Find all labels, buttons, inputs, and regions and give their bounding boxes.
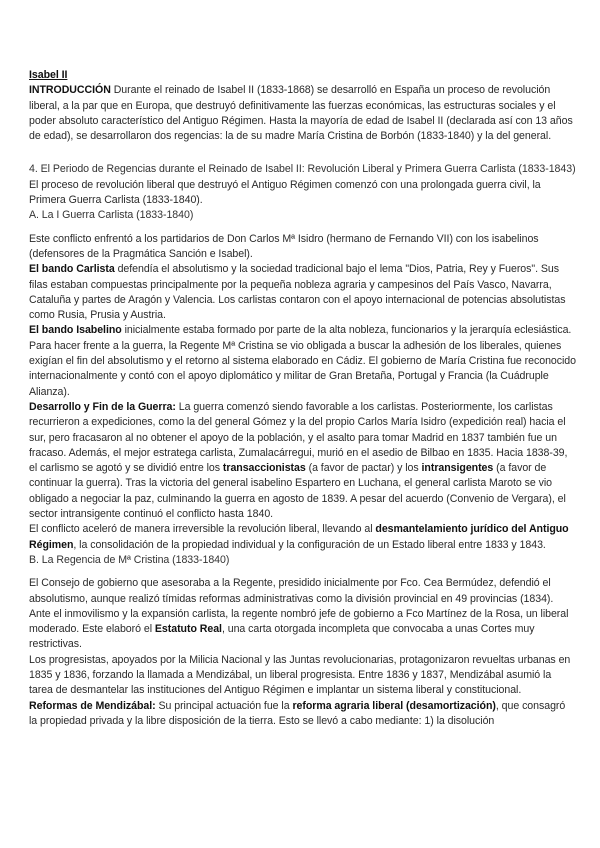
desarrollo-paragraph <box>29 400 576 522</box>
subsection-a-heading: A. La I Guerra Carlista (1833-1840) <box>29 209 194 222</box>
consejo-text-1: El Consejo de gobierno que asesoraba a la Regente, presidido inicialmente por Fco. Cea Bermúdez, defendió el absolutismo, aunque realizó tímidas reformas administrativas como la división provincial en 49 provincias (1834). Ante el inmovilismo y la expansión carlista, la regente nombró jefe de gobierno a Fco Martínez de la Rosa, un liberal moderado. Este elaboró el <box>29 577 569 636</box>
reformas-paragraph <box>29 699 576 730</box>
intransigentes-term: intransigentes <box>421 462 494 475</box>
desarrollo-text-2: (a favor de pactar) y los <box>305 462 422 475</box>
reformas-text-1: Su principal actuación fue la <box>155 699 293 712</box>
isabelino-text: inicialmente estaba formado por parte de la alta nobleza, funcionarios y la jerarquía eclesiástica. Para hacer frente a la guerra, la Regente Mª Cristina se vio obligada a buscar la adhesión de los liberales, quienes exigían el fin del absolutismo y el retorno al sistema elaborado en Cádiz. El gobierno de María Cristina fue reconocido internacionalmente y contó con el apoyo diplomático y militar de Gran Bretaña, Portugal y Francia (la Cuádruple Alianza). <box>29 324 576 398</box>
consejo-text-2: , una carta otorgada incompleta que convocaba a unas Cortes muy restrictivas. <box>29 623 535 651</box>
estatuto-term: Estatuto Real <box>154 623 222 636</box>
section-4-intro-paragraph: El proceso de revolución liberal que destruyó el Antiguo Régimen comenzó con una prolongada guerra civil, la Primera Guerra Carlista (1833-1840). <box>29 178 541 207</box>
consejo-paragraph <box>29 576 576 652</box>
desarrollo-label: Desarrollo y Fin de la Guerra: <box>29 400 176 413</box>
document-title: Isabel II <box>29 69 68 81</box>
conflicto-text-2: , la consolidación de la propiedad individual y la configuración de un Estado liberal entre 1833 y 1843. <box>73 538 546 551</box>
conflict-paragraph: Este conflicto enfrentó a los partidarios de Don Carlos Mª Isidro (hermano de Fernando VII) con los isabelinos (defensores de la Pragmática Sanción e Isabel). <box>29 232 539 260</box>
document-page <box>29 68 576 729</box>
desarrollo-text-1: La guerra comenzó siendo favorable a los carlistas. Posteriormente, los carlistas recurrieron a expediciones, como la del general Gómez y la del propio Carlos María Isidro (expedición real) hacia el sur, pero fracasaron al no obtener el apoyo de la población, y el asalto para tomar Madrid en 1837 también fue un fracaso. Además, el mejor estratega carlista, Zumalacárregui, murió en el asedio de Bilbao en 1835. Hacia 1838-39, el carlismo se agotó y se dividió entre los <box>29 400 568 475</box>
subsection-b-heading: B. La Regencia de Mª Cristina (1833-1840) <box>29 553 230 566</box>
conflicto-paragraph <box>29 522 576 553</box>
desmantelamiento-term: desmantelamiento jurídico del Antiguo Régimen <box>29 523 569 551</box>
carlista-label: El bando Carlista <box>29 263 115 276</box>
intro-label: INTRODUCCIÓN <box>29 84 111 97</box>
reformas-text-2: , que consagró la propiedad privada y la libre disposición de la tierra. Esto se llevó a cabo mediante: 1) la disolución <box>29 699 566 727</box>
intro-paragraph <box>29 83 576 144</box>
desarrollo-text-3: (a favor de continuar la guerra). Tras la victoria del general isabelino Espartero en Luchana, el general carlista Maroto se vio obligado a negociar la paz, culminando la guerra en agosto de 1839. A pesar del acuerdo (Convenio de Vergara), el sector intransigente continuó el conflicto hasta 1840. <box>29 462 566 521</box>
carlista-paragraph <box>29 262 576 323</box>
document-title-line <box>29 68 576 83</box>
reformas-label: Reformas de Mendizábal: <box>29 699 156 712</box>
transaccionistas-term: transaccionistas <box>222 462 306 475</box>
conflicto-text-1: El conflicto aceleró de manera irreversible la revolución liberal, llevando al <box>29 523 376 536</box>
reforma-agraria-term: reforma agraria liberal (desamortización) <box>292 699 496 712</box>
isabelino-label: El bando Isabelino <box>29 324 122 337</box>
intro-text: Durante el reinado de Isabel II (1833-1868) se desarrolló en España un proceso de revolución liberal, a la par que en Europa, que destruyó definitivamente las fuerzas económicas, las estructuras sociales y el poder absoluto característico del Antiguo Régimen. Hasta la mayoría de edad de Isabel II (declarada así con 13 años de edad), se desarrollaron dos regencias: la de su madre María Cristina de Borbón (1833-1840) y la del general. <box>29 84 573 143</box>
carlista-text: defendía el absolutismo y la sociedad tradicional bajo el lema "Dios, Patria, Rey y Fueros". Sus filas estaban compuestas principalmente por la pequeña nobleza agraria y campesinos del País Vasco, Navarra, Cataluña y partes de Aragón y Valencia. Los carlistas contaron con el apoyo internacional de potencias absolutistas como Rusia, Prusia y Austria. <box>29 263 566 322</box>
progresistas-paragraph: Los progresistas, apoyados por la Milicia Nacional y las Juntas revolucionarias, protagonizaron revueltas urbanas en 1835 y 1836, forzando la llamada a Mendizábal, un liberal progresista. Entre 1836 y 1837, Mendizábal asumió la tarea de desmantelar las instituciones del Antiguo Régimen e implantar un sistema liberal y constitucional. <box>29 653 571 697</box>
isabelino-paragraph <box>29 323 576 399</box>
section-4-heading: 4. El Periodo de Regencias durante el Reinado de Isabel II: Revolución Liberal y Primera Guerra Carlista (1833-1843) <box>29 163 576 176</box>
